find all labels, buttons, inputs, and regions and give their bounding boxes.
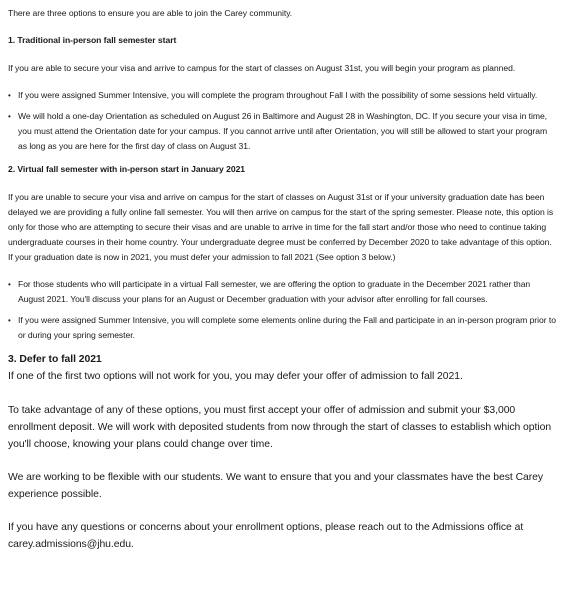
list-item (8, 88, 556, 103)
option1-paragraph: If you are able to secure your visa and arrive to campus for the start of classes on August 31st, you will begin your program as planned. (8, 63, 516, 73)
bullet-icon: • (8, 316, 11, 325)
option3-heading: 3. Defer to fall 2021 (8, 354, 102, 365)
list-item (8, 109, 556, 154)
list-item-text: If you were assigned Summer Intensive, you will complete the program throughout Fall I with the possibility of some sessions held virtually. (18, 90, 538, 100)
option2-heading: 2. Virtual fall semester with in-person start in January 2021 (8, 164, 246, 174)
option2-bullet-list (8, 277, 556, 343)
option1-bullet-list (8, 88, 556, 154)
option1-heading: 1. Traditional in-person fall semester start (8, 35, 177, 45)
list-item (8, 313, 556, 343)
option2-paragraph: If you are unable to secure your visa and arrive on campus for the start of classes on August 31st or if your university graduation date has been delayed we are providing a fully online fall semester. You will then arrive on campus for the start of the spring semester. Please note, this option is only for those who are attempting to secure their visas and are unable to arrive in time for the fall start and/or those who need to continue taking undergraduate courses in their home country. Your undergraduate degree must be conferred by December 2020 to take advantage of this option. If your graduation date is now in 2021, you must defer your admission to fall 2021 (See option 3 below.) (8, 192, 554, 262)
bullet-icon: • (8, 280, 11, 289)
contact-paragraph: If you have any questions or concerns about your enrollment options, please reach out to the Admissions office at carey.admissions@jhu.edu. (8, 522, 524, 550)
bullet-icon: • (8, 112, 11, 121)
list-item-text: For those students who will participate in a virtual Fall semester, we are offering the option to graduate in the December 2021 rather than August 2021. You'll discuss your plans for an August or December graduation with your advisor after enrolling for fall courses. (18, 279, 531, 304)
flexible-paragraph: We are working to be flexible with our students. We want to ensure that you and your classmates have the best Carey experience possible. (8, 472, 544, 500)
bullet-icon: • (8, 91, 11, 100)
list-item-text: We will hold a one-day Orientation as scheduled on August 26 in Baltimore and August 28 in Washington, DC. If you secure your visa in time, you must attend the Orientation date for your campus. If you cannot arrive until after Orientation, you will still be allowed to start your program as long as you are here for the first day of class on August 31. (18, 111, 548, 151)
article-content (8, 6, 556, 553)
list-item-text: If you were assigned Summer Intensive, you will complete some elements online during the Fall and participate in an in-person program prior to or during your spring semester. (18, 315, 556, 340)
option3-paragraph: If one of the first two options will not work for you, you may defer your offer of admission to fall 2021. (8, 371, 463, 382)
intro-text: There are three options to ensure you are able to join the Carey community. (8, 8, 293, 18)
list-item (8, 277, 556, 307)
deposit-paragraph: To take advantage of any of these options, you must first accept your offer of admission and submit your $3,000 enrollment deposit. We will work with deposited students from now through the start of classes to establish which option you'll choose, knowing your plans could change over time. (8, 405, 552, 450)
